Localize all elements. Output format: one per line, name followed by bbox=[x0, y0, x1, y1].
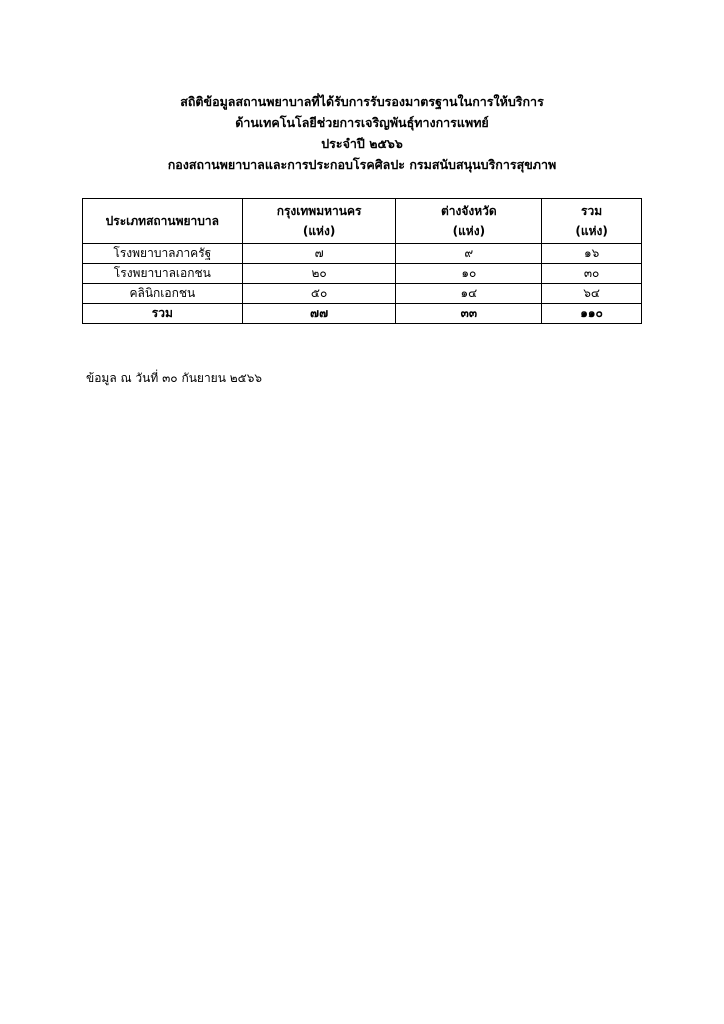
title-line-4: กองสถานพยาบาลและการประกอบโรคศิลปะ กรมสนับสนุนบริการสุขภาพ bbox=[167, 157, 557, 172]
table-total-row bbox=[83, 304, 642, 324]
row-total-count: ๓๐ bbox=[542, 264, 642, 284]
grand-total-count: ๑๑๐ bbox=[542, 304, 642, 324]
header-provinces bbox=[396, 199, 542, 244]
header-bangkok-unit: (แห่ง) bbox=[302, 224, 336, 238]
table-row bbox=[83, 264, 642, 284]
title-line-3: ประจำปี ๒๕๖๖ bbox=[321, 136, 403, 151]
table-header-row bbox=[83, 199, 642, 244]
row-bangkok-count: ๕๐ bbox=[242, 284, 396, 304]
statistics-table bbox=[82, 198, 642, 324]
row-provinces-count: ๑๐ bbox=[396, 264, 542, 284]
row-facility-type: โรงพยาบาลภาครัฐ bbox=[83, 244, 243, 264]
header-facility-type-label: ประเภทสถานพยาบาล bbox=[105, 214, 220, 228]
row-total-count: ๑๖ bbox=[542, 244, 642, 264]
row-facility-type: โรงพยาบาลเอกชน bbox=[83, 264, 243, 284]
title-line-2: ด้านเทคโนโลยีช่วยการเจริญพันธุ์ทางการแพทย์ bbox=[235, 115, 489, 130]
header-bangkok-label: กรุงเทพมหานคร bbox=[276, 204, 362, 218]
total-provinces-count: ๓๓ bbox=[396, 304, 542, 324]
table-row bbox=[83, 244, 642, 264]
row-bangkok-count: ๗ bbox=[242, 244, 396, 264]
row-facility-type: คลินิกเอกชน bbox=[83, 284, 243, 304]
header-bangkok bbox=[242, 199, 396, 244]
header-total-unit: (แห่ง) bbox=[575, 224, 608, 238]
total-bangkok-count: ๗๗ bbox=[242, 304, 396, 324]
table-row bbox=[83, 284, 642, 304]
data-date-footnote: ข้อมูล ณ วันที่ ๓๐ กันยายน ๒๕๖๖ bbox=[86, 371, 262, 385]
row-provinces-count: ๑๔ bbox=[396, 284, 542, 304]
row-bangkok-count: ๒๐ bbox=[242, 264, 396, 284]
document-heading bbox=[0, 91, 724, 175]
header-provinces-label: ต่างจังหวัด bbox=[440, 204, 497, 218]
header-facility-type bbox=[83, 199, 243, 244]
row-total-count: ๖๔ bbox=[542, 284, 642, 304]
header-provinces-unit: (แห่ง) bbox=[452, 224, 486, 238]
header-total-label: รวม bbox=[581, 204, 603, 218]
row-provinces-count: ๙ bbox=[396, 244, 542, 264]
total-label: รวม bbox=[83, 304, 243, 324]
header-total bbox=[542, 199, 642, 244]
title-line-1: สถิติข้อมูลสถานพยาบาลที่ได้รับการรับรองมาตรฐานในการให้บริการ bbox=[180, 94, 544, 109]
